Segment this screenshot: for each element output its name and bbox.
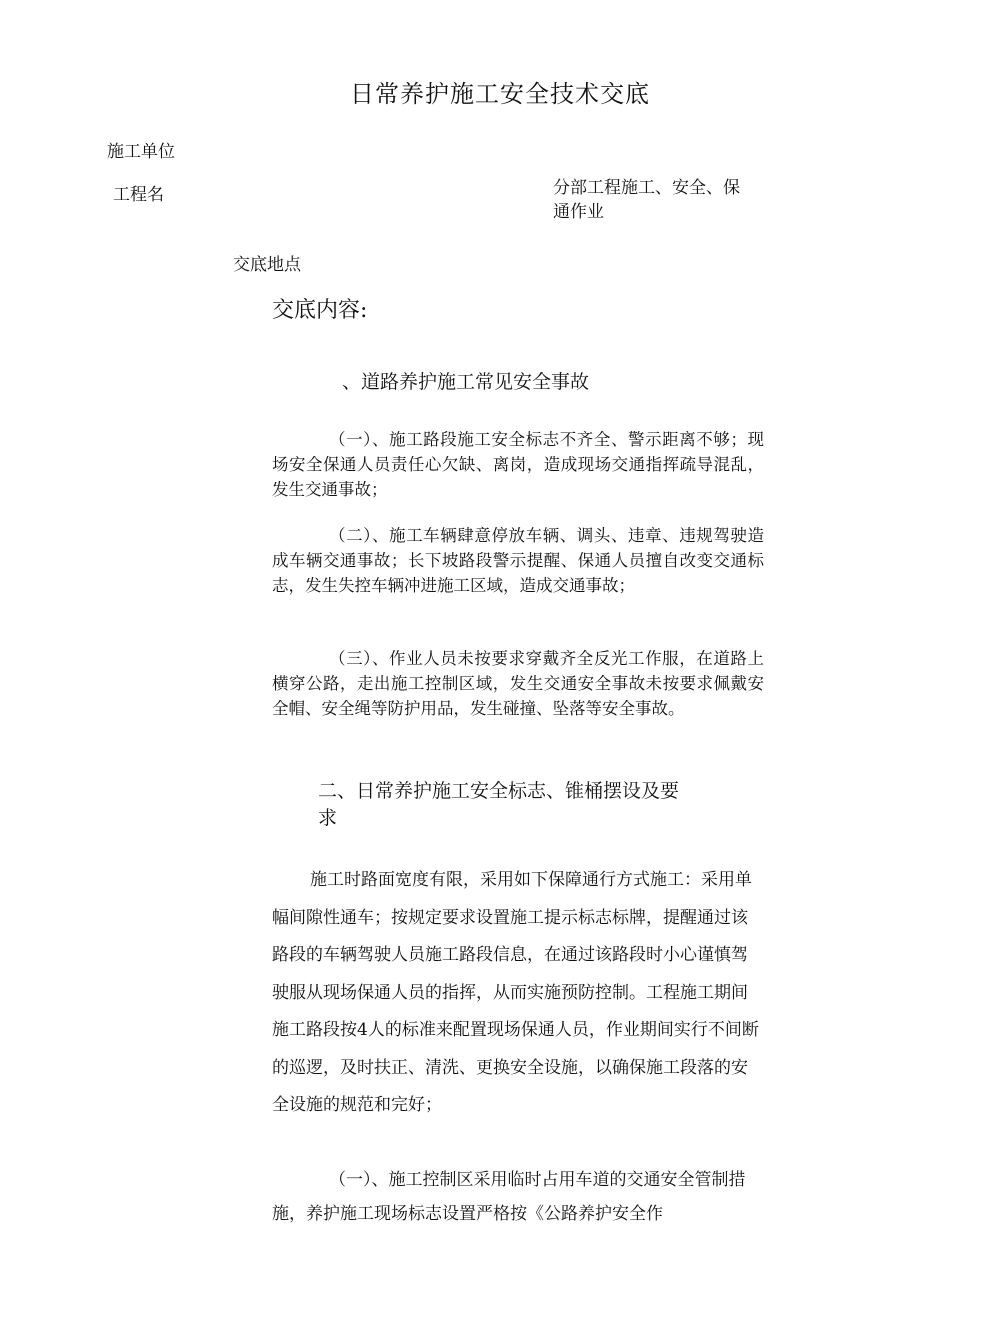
handover-place-label: 交底地点 xyxy=(233,255,301,275)
construction-unit-label: 施工单位 xyxy=(107,142,175,162)
section2-paragraph-1-text: 施工时路面宽度有限，采用如下保障通行方式施工：采用单幅间隙性通车；按规定要求设置施工提示标志标牌，提醒通过该路段的车辆驾驶人员施工路段信息，在通过该路段时小心谨慎驾驶服从现场保通人员的指挥，从而实施预防控制。工程施工期间施工路段按4人的标准来配置现场保通人员，作业期间实行不间断的巡逻，及时扶正、清洗、更换安全设施，以确保施工段落的安全设施的规范和完好； xyxy=(272,870,759,1115)
sub-project-label-line2: 通作业 xyxy=(553,202,604,222)
sub-project-label xyxy=(553,176,740,224)
content-heading: 交底内容: xyxy=(272,298,368,323)
section2-title-line1: 二、日常养护施工安全标志、锥桶摆设及要 xyxy=(318,780,680,802)
section1-item-1-text: （一）、施工路段施工安全标志不齐全、警示距离不够；现场安全保通人员责任心欠缺、离岗，造成现场交通指挥疏导混乱，发生交通事故； xyxy=(272,430,764,499)
section1-item-3 xyxy=(272,646,764,721)
section2-title xyxy=(318,778,679,832)
section2-item-1-text: （一）、施工控制区采用临时占用车道的交通安全管制措施，养护施工现场标志设置严格按《公路养护安全作 xyxy=(272,1170,746,1224)
section1-title: 、道路养护施工常见安全事故 xyxy=(342,371,590,393)
section1-item-2 xyxy=(272,523,764,598)
sub-project-label-line1: 分部工程施工、安全、保 xyxy=(553,178,740,198)
section2-item-1 xyxy=(272,1163,764,1231)
project-name-label: 工程名 xyxy=(113,185,164,205)
section2-paragraph-1 xyxy=(272,862,764,1125)
section1-item-2-text: （二）、施工车辆肆意停放车辆、调头、违章、违规驾驶造成车辆交通事故；长下坡路段警示提醒、保通人员擅自改变交通标志，发生失控车辆冲进施工区域，造成交通事故； xyxy=(272,526,764,595)
section2-title-line2: 求 xyxy=(318,807,338,829)
section1-item-3-text: （三）、作业人员未按要求穿戴齐全反光工作服，在道路上横穿公路，走出施工控制区域，发生交通安全事故未按要求佩戴安全帽、安全绳等防护用品，发生碰撞、坠落等安全事故。 xyxy=(272,649,764,718)
document-title: 日常养护施工安全技术交底 xyxy=(350,80,650,108)
section1-item-1 xyxy=(272,427,764,502)
